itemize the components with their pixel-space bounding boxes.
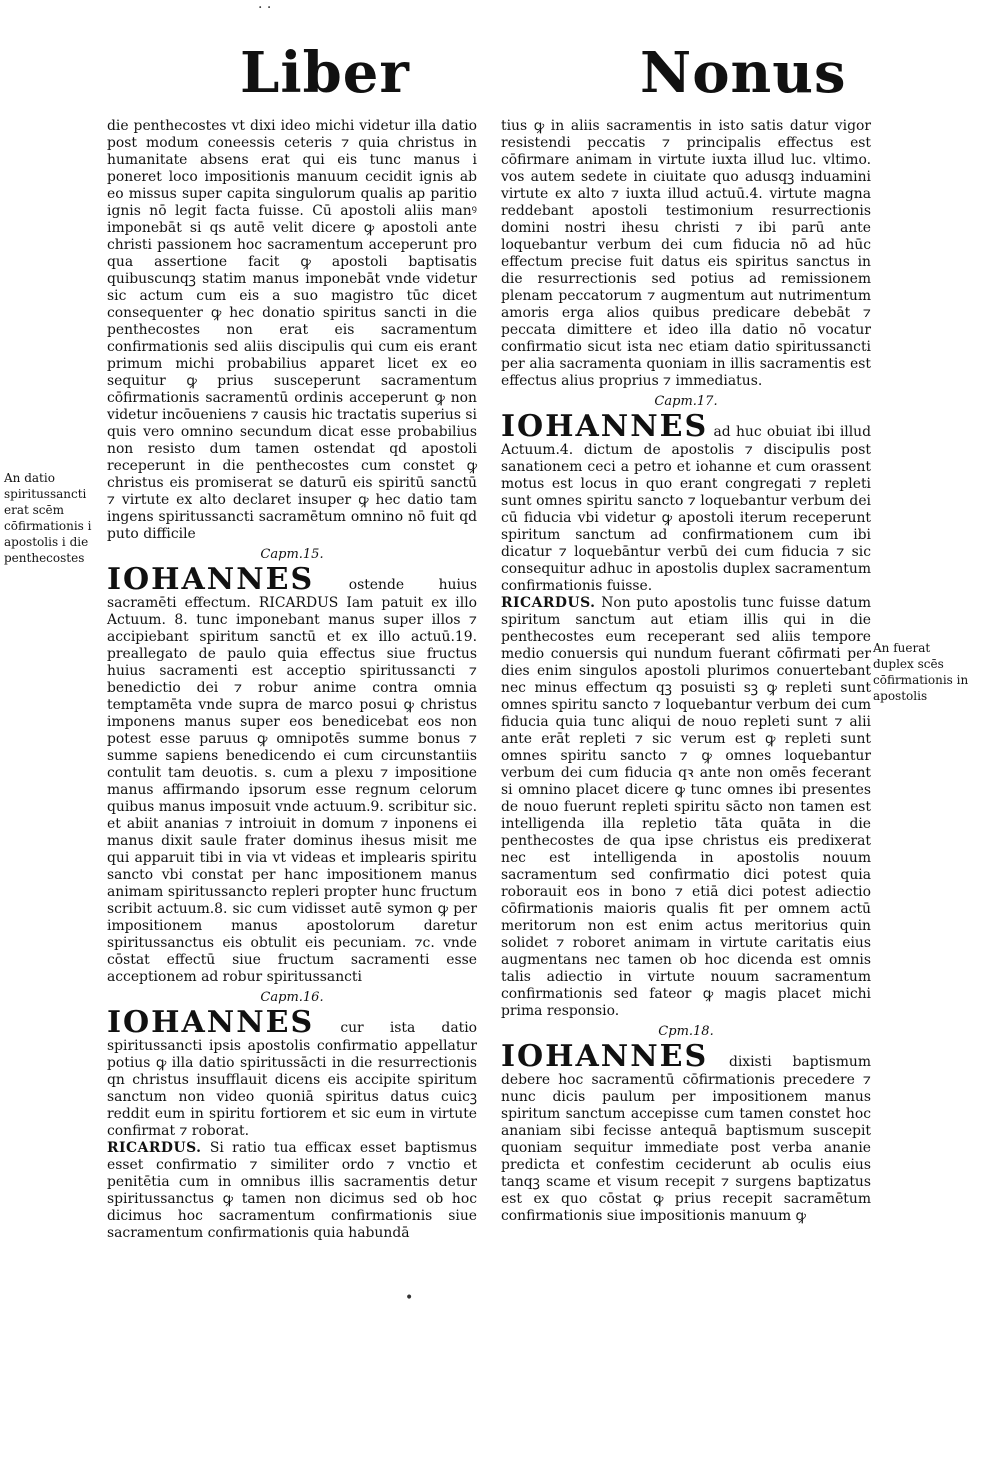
speaker-name: RICARDUS. bbox=[501, 595, 596, 611]
running-header-left: Liber bbox=[240, 40, 410, 106]
margin-note-right: An fuerat duplex scēs cōfirmationis in apostolis bbox=[873, 641, 969, 703]
speaker-initial-name: IOHANNES bbox=[501, 1039, 709, 1074]
running-header-right: Nonus bbox=[640, 40, 847, 106]
speaker-name: RICARDUS. bbox=[107, 1140, 202, 1156]
right-text-column bbox=[501, 118, 871, 1225]
chapter-15-text bbox=[107, 562, 477, 986]
paragraph: die penthecostes vt dixi ideo michi videtur illa datio post modum coneessis ceteris ⁊ quia christus in humanitate absens erat qui eis tunc manus i poneret loco impositionis manuum cecidit ignis ab eo missus super capita singulorum qualis ap paritio ignis nō legit facta fuisse. Cū apostoli aliis manꝰ imponebāt si qs autē velit dicere ꝙ apostoli ante christi passionem hoc sacramentum acceperunt pro qua assertione facit ꝙ apostoli baptisatis quibuscunqꝫ statim manus imponebāt vnde videtur sic actum cum eis a suo magistro tūc dicet consequenter ꝙ hec donatio spiritus sancti in die penthecostes non erat eis sacramentum confirmationis sed aliis discipulis qui cum eis erant primum michi probabilius apparet licet ex eo sequitur ꝙ prius susceperunt sacramentum cōfirmationis sacramentū ordinis acceperunt ꝙ non videtur incōueniens ⁊ causis hic tractatis superius si quis vero omnino secundum dicat esse probabilius non resisto dum tamen ostendat qd apostoli receperunt in die penthecostes cum constet ꝙ christus eis promiserat se daturū eis spiritū sanctū ⁊ virtute ex alto declaret insuper ꝙ hec datio tam ingens spiritussancti sacramētum omnino nō fuit qd puto difficile bbox=[107, 118, 477, 542]
margin-note-left: An datio spiritussancti erat scēm cōfirmationis i apostolis i die penthecostes bbox=[4, 471, 92, 565]
chapter-17-body: ad huc obuiat ibi illud Actuum.4. dictum de apostolis ⁊ discipulis post sanationem ceci a petro et iohanne et cum orassent motus est locus in quo erant congregati ⁊ repleti sunt omnes spiritu sancto ⁊ loquebantur verbum dei cū fiducia vbi videtur ꝙ apostoli iterum receperunt spiritum sanctum ad confirmationem cum ibi dicatur ⁊ loquebāntur verbū dei cum fiducia ⁊ sic consequitur adhuc in apostolis duplex sacramentum confirmationis fuisse. bbox=[501, 424, 871, 594]
bottom-mark: • bbox=[405, 1290, 414, 1306]
reply-body: Si ratio tua efficax esset baptismus esset confirmatio ⁊ similiter ordo ⁊ vnctio et penitētia cum in omnibus illis sacramentis detur spiritussanctus ꝙ tamen non dicimus sed ob hoc dicimus hoc sacramentum confirmationis siue sacramentum confirmationis quia habundā bbox=[107, 1140, 477, 1241]
speaker-initial-name: IOHANNES bbox=[107, 562, 315, 597]
chapter-heading-16: Capm.16. bbox=[260, 990, 324, 1005]
chapter-heading-17: Capm.17. bbox=[654, 394, 718, 409]
chapter-16-text bbox=[107, 1005, 477, 1140]
top-mark: · · bbox=[258, 0, 272, 16]
speaker-initial-name: IOHANNES bbox=[501, 409, 709, 444]
chapter-18-text bbox=[501, 1039, 871, 1225]
chapter-17-text bbox=[501, 409, 871, 595]
chapter-17-reply bbox=[501, 595, 871, 1020]
chapter-16-body: cur ista datio spiritussancti ipsis apostolis confirmatio appellatur potius ꝙ illa datio spiritussācti in die resurrectionis qn christus insufflauit dicens eis accipite spiritum sanctum non video quoniā spiritus datus cuicꝫ reddit eum in spiritu fortiorem et sic eum in virtute confirmat ⁊ roborat. bbox=[107, 1020, 477, 1139]
speaker-initial-name: IOHANNES bbox=[107, 1005, 315, 1040]
chapter-heading-15: Capm.15. bbox=[260, 547, 324, 562]
paragraph: tius ꝙ in aliis sacramentis in isto satis datur vigor resistendi peccatis ⁊ principalis effectus est cōfirmare animam in virtute iuxta illud luc. vltimo. vos autem sedete in ciuitate quo adusqꝫ induamini virtute ex alto ⁊ iuxta illud actuū.4. virtute magna reddebant apostoli testimonium resurrectionis domini nostri ihesu christi ⁊ ibi parū ante loquebantur verbum dei cum fiducia nō ad hūc effectum precise fuit datus eis spiritus sanctus in die resurrectionis sed potius ad remissionem plenam peccatorum ⁊ augmentum aut nutrimentum amoris erga alios quibus predicare debebāt ⁊ peccata dimittere et ideo illa datio nō vocatur confirmatio sicut ista nec etiam datio spiritussancti per alia sacramenta quoniam in illis sacramentis est effectus alius proprius ⁊ immediatus. bbox=[501, 118, 871, 389]
chapter-16-reply bbox=[107, 1140, 477, 1242]
chapter-18-body: dixisti baptismum debere hoc sacramentū cōfirmationis precedere ⁊ nunc dicis paulum per impositionem manus spiritum sanctum accepisse cum tamen constet hoc ananiam sibi fecisse antequā baptismum suscepit quoniam sequitur immediate post verba ananie predicta et confestim ceciderunt ab oculis eius tanqꝫ scame et visum recepit ⁊ surgens baptizatus est ex quo cōstat ꝙ prius recepit sacramētum confirmationis siue impositionis manuum ꝙ bbox=[501, 1054, 871, 1224]
left-text-column bbox=[107, 118, 477, 1242]
chapter-15-body: ostende huius sacramēti effectum. RICARDUS Iam patuit ex illo Actuum. 8. tunc imponebant manus super illos ⁊ accipiebant spiritum sanctū et ex illo actuū.19. preallegato de paulo quia effectus siue fructus huius sacramenti est acceptio spiritussancti ⁊ benedictio dei ⁊ robur anime contra omnia temptamēta vnde supra de marco posui ꝙ christus imponens manus super eos benedicebat eos non potest esse paruus ꝙ omnipotēs summe bonus ⁊ summe sapiens benedicendo ei cum circunstantiis contulit tam deuotis. s. cum a plexu ⁊ impositione manus affirmando ipsorum esse regnum celorum quibus manus imposuit vnde actuum.9. scribitur sic. et abiit ananias ⁊ introiuit in domum ⁊ inponens ei manus dixit saule frater dominus ihesus misit me qui apparuit tibi in via vt videas et implearis spiritu sancto vbi constat per hanc impositionem manus animam spiritussancto repleri propter hunc fructum scribit actuum.8. sic cum vidisset autē symon ꝙ per impositionem manus apostolorum daretur spiritussanctus eis obtulit eis pecuniam. ⁊c. vnde cōstat effectū siue fructum sacramenti esse acceptionem ad robur spiritussancti bbox=[107, 577, 477, 985]
chapter-heading-18: Cpm.18. bbox=[658, 1024, 714, 1039]
reply-body: Non puto apostolis tunc fuisse datum spiritum sanctum aut etiam illis qui in die penthecostes eum receperant sed aliis tempore medio conuersis qui nundum fuerant cōfirmati per dies enim singulos apostoli plurimos conuertebant nec minus effectum qꝫ posuisti sꝫ ꝙ repleti sunt omnes spiritu sancto ⁊ loquebantur verbum dei cum fiducia quia tunc aliqui de nouo repleti sunt ⁊ alii ante erāt repleti ⁊ sic verum est ꝙ repleti sunt omnes spiritu sancto ⁊ ꝙ omnes loquebantur verbum dei cum fiducia qꝛ ante non omēs fecerant si omnino placet dicere ꝙ tunc omnes ibi presentes de nouo fuerunt repleti spiritu sācto non tamen est intelligenda illa repletio tāta quāta in die penthecostes de qua ipse christus eis predixerat nec est intelligenda in apostolis nouum sacramentum sed confirmatio dici potest quia roborauit eos in bono ⁊ etiā dici potest adiectio cōfirmationis maioris qualis fit per omnem actū meritorum non est enim actus meritorius quin solidet ⁊ roboret animam in virtute caritatis eius augmentans nec tamen ob hoc dicenda est omnis talis adiectio in virtute nouum sacramentum confirmationis sed fateor ꝙ magis placet michi prima responsio. bbox=[501, 595, 871, 1019]
